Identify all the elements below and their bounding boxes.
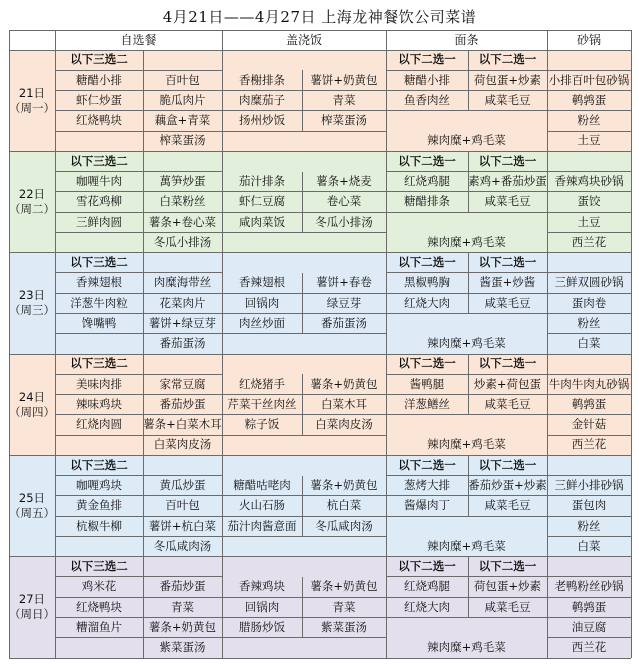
grid-line xyxy=(55,70,222,71)
buffet-dish: 冬瓜小排汤 xyxy=(153,234,212,249)
rice-dish: 薯条+奶黄包 xyxy=(310,477,378,492)
buffet-dish: 肉糜海带丝 xyxy=(153,275,212,290)
buffet-dish: 薯条+白菜木耳 xyxy=(143,417,222,432)
buffet-choice-label: 以下三选二 xyxy=(70,356,128,371)
rice-dish: 红烧猪手 xyxy=(239,376,285,391)
buffet-dish: 三鲜肉圆 xyxy=(76,214,122,229)
buffet-dish: 番茄蛋汤 xyxy=(159,336,206,351)
noodle-dish: 红烧鸡腿 xyxy=(404,173,450,188)
rice-dish: 肉糜茄子 xyxy=(239,92,285,107)
grid-line xyxy=(55,435,222,436)
grid-line xyxy=(55,475,222,476)
buffet-choice-label: 以下三选二 xyxy=(70,559,128,574)
noodle-default: 辣肉糜+鸡毛菜 xyxy=(427,538,506,553)
rice-dish: 粽子饭 xyxy=(244,417,280,432)
buffet-dish: 白菜粉丝 xyxy=(159,194,206,209)
buffet-dish: 馋嘴鸭 xyxy=(81,315,117,330)
grid-line xyxy=(547,333,631,334)
grid-line xyxy=(143,354,144,455)
buffet-choice-label: 以下三选二 xyxy=(70,457,128,472)
grid-line xyxy=(547,131,631,132)
buffet-dish: 家常豆腐 xyxy=(159,376,206,391)
rice-dish: 扬州炒饭 xyxy=(239,113,285,128)
claypot-item: 三鲜小排砂锅 xyxy=(554,477,624,492)
claypot-item: 蛋肉卷 xyxy=(571,295,607,310)
noodle-choice-label: 以下二选一 xyxy=(478,356,537,371)
day-date: 22日 xyxy=(18,186,46,201)
grid-line xyxy=(547,475,631,476)
column-header: 盖浇饭 xyxy=(285,33,322,47)
grid-line xyxy=(55,333,222,334)
grid-line xyxy=(55,191,222,192)
noodle-choice-label: 以下二选一 xyxy=(398,52,456,67)
column-divider xyxy=(9,30,10,658)
claypot-item: 西兰花 xyxy=(571,437,607,452)
buffet-dish: 咖喱牛肉 xyxy=(76,173,122,188)
buffet-dish: 咖喱鸡块 xyxy=(76,477,122,492)
rice-dish: 香辣鸡块 xyxy=(239,579,285,594)
claypot-item: 粉丝 xyxy=(577,518,601,533)
buffet-dish: 辣味鸡块 xyxy=(76,396,122,411)
grid-line xyxy=(547,435,631,436)
noodle-choice-label: 以下二选一 xyxy=(398,153,456,168)
rice-dish: 芹菜干丝肉丝 xyxy=(227,396,297,411)
claypot-item: 香辣鸡块砂锅 xyxy=(554,173,624,188)
grid-line xyxy=(55,637,222,638)
grid-line xyxy=(55,374,222,375)
buffet-dish: 薯条+卷心菜 xyxy=(148,214,217,229)
noodle-dish: 酱鸭腿 xyxy=(409,376,445,391)
noodle-dish: 咸菜毛豆 xyxy=(484,194,531,209)
rice-dish: 薯饼+奶黄包 xyxy=(310,72,378,87)
column-divider xyxy=(386,30,387,658)
buffet-choice-label: 以下三选二 xyxy=(70,52,128,67)
noodle-dish: 酱蛋+炒酱 xyxy=(479,275,536,290)
grid-line xyxy=(547,597,631,598)
grid-line xyxy=(222,617,386,618)
day-date: 21日 xyxy=(18,85,46,100)
noodle-dish: 糖醋小排 xyxy=(404,72,450,87)
grid-line xyxy=(386,475,547,476)
day-date: 25日 xyxy=(18,490,46,505)
noodle-dish: 咸菜毛豆 xyxy=(484,599,531,614)
noodle-choice-label: 以下二选一 xyxy=(398,356,456,371)
buffet-dish: 红烧鸭块 xyxy=(76,599,122,614)
claypot-item: 小排百叶包砂锅 xyxy=(548,72,630,87)
claypot-item: 牛肉牛肉丸砂锅 xyxy=(548,376,630,391)
grid-line xyxy=(468,151,469,212)
grid-line xyxy=(547,212,631,213)
rice-dish: 杭白菜 xyxy=(326,498,362,513)
claypot-item: 白菜 xyxy=(577,336,601,351)
grid-line xyxy=(302,172,303,233)
claypot-item: 三鲜双圆砂锅 xyxy=(554,275,624,290)
grid-line xyxy=(55,495,222,496)
buffet-choice-label: 以下三选二 xyxy=(70,153,128,168)
day-label xyxy=(9,50,55,151)
noodle-dish: 番茄炒蛋+炒素 xyxy=(468,477,547,492)
column-divider xyxy=(631,30,632,658)
day-label xyxy=(9,455,55,556)
buffet-dish: 红烧肉圆 xyxy=(76,417,122,432)
rice-dish: 肉丝炒面 xyxy=(239,315,285,330)
grid-line xyxy=(547,272,631,273)
noodle-dish: 红烧鸡腿 xyxy=(404,579,450,594)
noodle-dish: 葱烤大排 xyxy=(404,477,450,492)
day-divider xyxy=(9,455,631,456)
noodle-dish: 荷包蛋+炒素 xyxy=(473,579,542,594)
grid-line xyxy=(547,293,631,294)
menu-table xyxy=(9,30,631,658)
day-date: 24日 xyxy=(18,389,46,404)
grid-line xyxy=(386,576,547,577)
noodle-choice-label: 以下二选一 xyxy=(478,52,537,67)
grid-line xyxy=(547,110,631,111)
day-label xyxy=(9,557,55,658)
buffet-dish: 美味肉排 xyxy=(76,376,122,391)
buffet-choice-label: 以下三选二 xyxy=(70,255,128,270)
noodle-dish: 炒素+荷包蛋 xyxy=(473,376,542,391)
day-divider xyxy=(9,658,631,659)
column-header: 面条 xyxy=(454,33,479,47)
grid-line xyxy=(547,374,631,375)
claypot-item: 金针菇 xyxy=(571,417,607,432)
claypot-item: 白菜 xyxy=(577,538,601,553)
rice-dish: 腊肠炒饭 xyxy=(239,619,285,634)
day-divider xyxy=(9,556,631,557)
grid-line xyxy=(386,191,547,192)
grid-line xyxy=(468,50,469,111)
grid-line xyxy=(55,171,222,172)
grid-line xyxy=(222,597,386,598)
claypot-item: 土豆 xyxy=(577,133,601,148)
grid-line xyxy=(468,557,469,618)
grid-line xyxy=(222,191,386,192)
noodle-dish: 鱼香肉丝 xyxy=(404,92,450,107)
grid-line xyxy=(468,354,469,415)
grid-line xyxy=(55,576,222,577)
claypot-item: 粉丝 xyxy=(577,113,601,128)
grid-line xyxy=(386,374,547,375)
rice-dish: 青菜 xyxy=(332,92,356,107)
buffet-dish: 脆瓜肉片 xyxy=(159,92,206,107)
grid-line xyxy=(386,70,547,71)
grid-line xyxy=(143,151,144,252)
buffet-dish: 雪花鸡柳 xyxy=(76,194,122,209)
claypot-item: 鹌鹑蛋 xyxy=(571,599,607,614)
grid-line xyxy=(55,617,222,618)
noodle-default: 辣肉糜+鸡毛菜 xyxy=(427,336,506,351)
buffet-dish: 白菜肉皮汤 xyxy=(153,437,212,452)
buffet-dish: 薯饼+杭白菜 xyxy=(148,518,217,533)
grid-line xyxy=(55,313,222,314)
buffet-dish: 冬瓜咸肉汤 xyxy=(153,538,212,553)
grid-line xyxy=(222,435,386,436)
rice-dish: 紫菜蛋汤 xyxy=(321,619,367,634)
day-label xyxy=(9,151,55,252)
grid-line xyxy=(386,171,547,172)
grid-line xyxy=(55,597,222,598)
buffet-dish: 洋葱牛肉粒 xyxy=(70,295,128,310)
grid-line xyxy=(547,394,631,395)
noodle-dish: 酱爆肉丁 xyxy=(404,498,450,513)
noodle-dish: 素鸡+番茄炒蛋 xyxy=(468,173,547,188)
noodle-choice-label: 以下二选一 xyxy=(478,559,537,574)
rice-dish: 番茄蛋汤 xyxy=(321,315,367,330)
grid-line xyxy=(143,253,144,354)
buffet-dish: 萬笋炒蛋 xyxy=(159,173,206,188)
grid-line xyxy=(547,90,631,91)
grid-line xyxy=(386,293,547,294)
grid-line xyxy=(222,131,386,132)
grid-line xyxy=(55,414,222,415)
buffet-dish: 薯条+奶黄包 xyxy=(148,619,217,634)
header-divider xyxy=(9,50,631,51)
buffet-dish: 鸡米花 xyxy=(81,579,117,594)
day-weekday: （周三） xyxy=(9,303,55,318)
grid-line xyxy=(547,171,631,172)
rice-dish: 茄汁排条 xyxy=(239,173,285,188)
noodle-dish: 红烧大肉 xyxy=(404,599,450,614)
grid-line xyxy=(55,293,222,294)
day-weekday: （周四） xyxy=(9,404,55,419)
grid-line xyxy=(222,333,386,334)
buffet-dish: 藕盒+青菜 xyxy=(154,113,211,128)
grid-line xyxy=(386,272,547,273)
noodle-default: 辣肉糜+鸡毛菜 xyxy=(427,640,506,655)
grid-line xyxy=(386,313,547,314)
day-divider xyxy=(9,151,631,152)
noodle-dish: 红烧大肉 xyxy=(404,295,450,310)
rice-dish: 冬瓜小排汤 xyxy=(315,214,373,229)
column-header: 砂锅 xyxy=(576,33,601,47)
claypot-item: 西兰花 xyxy=(571,234,607,249)
grid-line xyxy=(547,313,631,314)
rice-dish: 咸肉菜饭 xyxy=(239,214,285,229)
buffet-dish: 黄金鱼排 xyxy=(76,498,122,513)
grid-line xyxy=(547,617,631,618)
claypot-item: 蛋包肉 xyxy=(571,498,607,513)
claypot-item: 土豆 xyxy=(577,214,601,229)
rice-dish: 火山石肠 xyxy=(239,498,285,513)
buffet-dish: 红烧鸭块 xyxy=(76,113,122,128)
grid-line xyxy=(386,516,547,517)
rice-dish: 虾仁豆腐 xyxy=(239,194,285,209)
noodle-dish: 咸菜毛豆 xyxy=(484,295,531,310)
grid-line xyxy=(302,476,303,537)
grid-line xyxy=(386,597,547,598)
day-weekday: （周日） xyxy=(9,607,55,622)
noodle-dish: 黑椒鸭胸 xyxy=(404,275,450,290)
buffet-dish: 百叶包 xyxy=(165,72,200,87)
noodle-choice-label: 以下二选一 xyxy=(478,457,537,472)
grid-line xyxy=(547,516,631,517)
grid-line xyxy=(222,536,386,537)
claypot-item: 粉丝 xyxy=(577,315,601,330)
buffet-dish: 百叶包 xyxy=(165,498,200,513)
grid-line xyxy=(55,131,222,132)
claypot-item: 鹌鹑蛋 xyxy=(571,396,607,411)
grid-line xyxy=(547,536,631,537)
grid-line xyxy=(222,516,386,517)
column-divider xyxy=(222,30,223,658)
buffet-dish: 花菜肉片 xyxy=(159,295,206,310)
grid-line xyxy=(143,50,144,151)
buffet-dish: 薯饼+绿豆芽 xyxy=(148,315,217,330)
noodle-choice-label: 以下二选一 xyxy=(398,255,456,270)
rice-dish: 薯饼+春卷 xyxy=(316,275,372,290)
noodle-dish: 洋葱鳝丝 xyxy=(404,396,450,411)
grid-line xyxy=(547,576,631,577)
grid-line xyxy=(222,495,386,496)
rice-dish: 薯条+奶黄包 xyxy=(310,579,378,594)
rice-dish: 糖醋咕咾肉 xyxy=(233,477,291,492)
rice-dish: 榨菜蛋汤 xyxy=(321,113,367,128)
column-divider xyxy=(547,30,548,658)
grid-line xyxy=(55,232,222,233)
grid-line xyxy=(386,212,547,213)
noodle-default: 辣肉糜+鸡毛菜 xyxy=(427,133,506,148)
grid-line xyxy=(222,293,386,294)
claypot-item: 油豆腐 xyxy=(571,619,607,634)
grid-line xyxy=(143,455,144,556)
claypot-item: 西兰花 xyxy=(571,640,607,655)
grid-line xyxy=(302,577,303,638)
grid-line xyxy=(386,495,547,496)
rice-dish: 茄汁肉酱意面 xyxy=(227,518,297,533)
buffet-dish: 番茄炒蛋 xyxy=(159,396,206,411)
day-divider xyxy=(9,354,631,355)
rice-dish: 薯条+奶黄包 xyxy=(310,376,378,391)
grid-line xyxy=(386,617,547,618)
day-date: 27日 xyxy=(18,592,46,607)
noodle-choice-label: 以下二选一 xyxy=(478,255,537,270)
buffet-dish: 虾仁炒蛋 xyxy=(76,92,122,107)
claypot-item: 蛋饺 xyxy=(577,194,601,209)
grid-line xyxy=(547,191,631,192)
day-divider xyxy=(9,252,631,253)
rice-dish: 薯条+烧麦 xyxy=(316,173,372,188)
noodle-default: 辣肉糜+鸡毛菜 xyxy=(427,437,506,452)
rice-dish: 冬瓜咸肉汤 xyxy=(315,518,373,533)
grid-line xyxy=(143,557,144,658)
grid-line xyxy=(222,313,386,314)
grid-line xyxy=(222,414,386,415)
rice-dish: 卷心菜 xyxy=(326,194,362,209)
rice-dish: 白菜肉皮汤 xyxy=(315,417,373,432)
rice-dish: 香辣翅根 xyxy=(239,275,285,290)
buffet-dish: 糟溜鱼片 xyxy=(76,619,122,634)
column-divider xyxy=(55,30,56,658)
grid-line xyxy=(222,394,386,395)
rice-dish: 回锅肉 xyxy=(244,599,280,614)
day-label xyxy=(9,354,55,455)
grid-line xyxy=(547,637,631,638)
noodle-dish: 咸菜毛豆 xyxy=(484,396,531,411)
rice-dish: 香榭排条 xyxy=(239,72,285,87)
grid-line xyxy=(55,90,222,91)
grid-line xyxy=(55,516,222,517)
claypot-item: 鹌鹑蛋 xyxy=(571,92,607,107)
buffet-dish: 番茄炒蛋 xyxy=(159,579,206,594)
day-weekday: （周二） xyxy=(9,201,55,216)
grid-line xyxy=(222,90,386,91)
noodle-choice-label: 以下二选一 xyxy=(478,153,537,168)
column-header: 自选餐 xyxy=(120,33,157,47)
buffet-dish: 香辣翅根 xyxy=(76,275,122,290)
grid-line xyxy=(386,90,547,91)
grid-line xyxy=(302,273,303,334)
buffet-dish: 杭椒牛柳 xyxy=(76,518,122,533)
buffet-dish: 黄瓜炒蛋 xyxy=(159,477,206,492)
noodle-default: 辣肉糜+鸡毛菜 xyxy=(427,234,506,249)
day-date: 23日 xyxy=(18,288,46,303)
grid-line xyxy=(222,232,386,233)
claypot-item: 老鸭粉丝砂锅 xyxy=(554,579,624,594)
grid-line xyxy=(547,414,631,415)
grid-line xyxy=(547,70,631,71)
day-weekday: （周一） xyxy=(9,100,55,115)
rice-dish: 白菜木耳 xyxy=(321,396,367,411)
grid-line xyxy=(222,110,386,111)
rice-dish: 绿豆芽 xyxy=(326,295,362,310)
noodle-choice-label: 以下二选一 xyxy=(398,559,456,574)
noodle-dish: 咸菜毛豆 xyxy=(484,92,531,107)
rice-dish: 青菜 xyxy=(332,599,356,614)
grid-line xyxy=(302,374,303,435)
day-weekday: （周五） xyxy=(9,505,55,520)
day-label xyxy=(9,253,55,354)
buffet-dish: 紫菜蛋汤 xyxy=(159,640,206,655)
noodle-dish: 荷包蛋+炒素 xyxy=(473,72,542,87)
grid-line xyxy=(55,110,222,111)
grid-line xyxy=(55,536,222,537)
grid-line xyxy=(55,272,222,273)
grid-line xyxy=(222,637,386,638)
table-border-top xyxy=(9,30,631,31)
grid-line xyxy=(302,70,303,131)
grid-line xyxy=(386,394,547,395)
grid-line xyxy=(386,110,547,111)
grid-line xyxy=(468,253,469,314)
noodle-choice-label: 以下二选一 xyxy=(398,457,456,472)
noodle-dish: 咸菜毛豆 xyxy=(484,498,531,513)
grid-line xyxy=(222,212,386,213)
grid-line xyxy=(547,232,631,233)
buffet-dish: 榨菜蛋汤 xyxy=(159,133,206,148)
grid-line xyxy=(386,414,547,415)
grid-line xyxy=(547,495,631,496)
buffet-dish: 糖醋小排 xyxy=(76,72,122,87)
noodle-dish: 糖醋排条 xyxy=(404,194,450,209)
grid-line xyxy=(468,455,469,516)
menu-title: 4月21日——4月27日 上海龙神餐饮公司菜谱 xyxy=(162,8,477,26)
buffet-dish: 青菜 xyxy=(171,599,194,614)
grid-line xyxy=(55,212,222,213)
rice-dish: 回锅肉 xyxy=(244,295,280,310)
grid-line xyxy=(55,394,222,395)
